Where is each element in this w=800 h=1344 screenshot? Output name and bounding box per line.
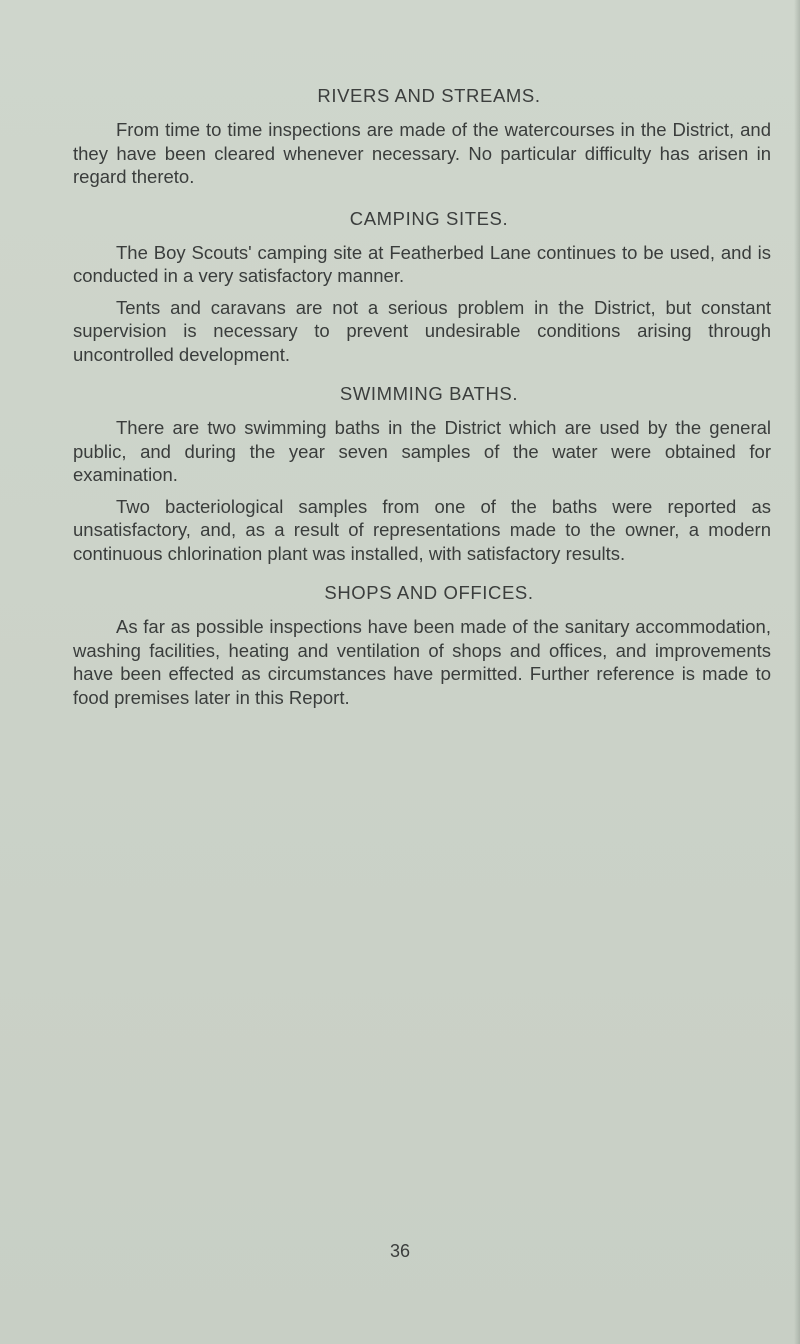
- paragraph: From time to time inspections are made of the watercourses in the District, and they have been cleared whenever necessary. No particular difficulty has arisen in regard thereto.: [73, 119, 771, 187]
- page-number: 36: [389, 1241, 411, 1261]
- page-edge-shadow: [794, 0, 800, 1344]
- section-heading: CAMPING SITES.: [349, 207, 509, 229]
- paragraph: The Boy Scouts' camping site at Featherbed Lane continues to be used, and is conducted in a very satisfactory manner.: [73, 241, 771, 286]
- paragraph: Two bacteriological samples from one of the baths were reported as unsatisfactory, and, as a result of representations made to the owner, a modern continuous chlorination plant was installed, with satisfactory results.: [73, 495, 771, 564]
- section-heading: SHOPS AND OFFICES.: [324, 582, 534, 603]
- section-camping-sites: [73, 207, 771, 367]
- paragraph: Tents and caravans are not a serious problem in the District, but constant supervision is necessary to prevent undesirable conditions arising through uncontrolled development.: [73, 296, 771, 365]
- page-content: [73, 84, 771, 717]
- section-heading: SWIMMING BATHS.: [339, 383, 519, 404]
- section-rivers-and-streams: [73, 84, 771, 189]
- section-heading: RIVERS AND STREAMS.: [317, 85, 541, 106]
- paragraph: As far as possible inspections have been made of the sanitary accommodation, washing facilities, heating and ventilation of shops and offices, and improvements have been effected as circumstances have permitted. Further reference is made to food premises later in this Report.: [73, 616, 771, 708]
- section-shops-and-offices: [73, 581, 771, 709]
- paragraph: There are two swimming baths in the District which are used by the general public, and during the year seven samples of the water were obtained for examination.: [73, 417, 771, 485]
- section-swimming-baths: [73, 382, 771, 565]
